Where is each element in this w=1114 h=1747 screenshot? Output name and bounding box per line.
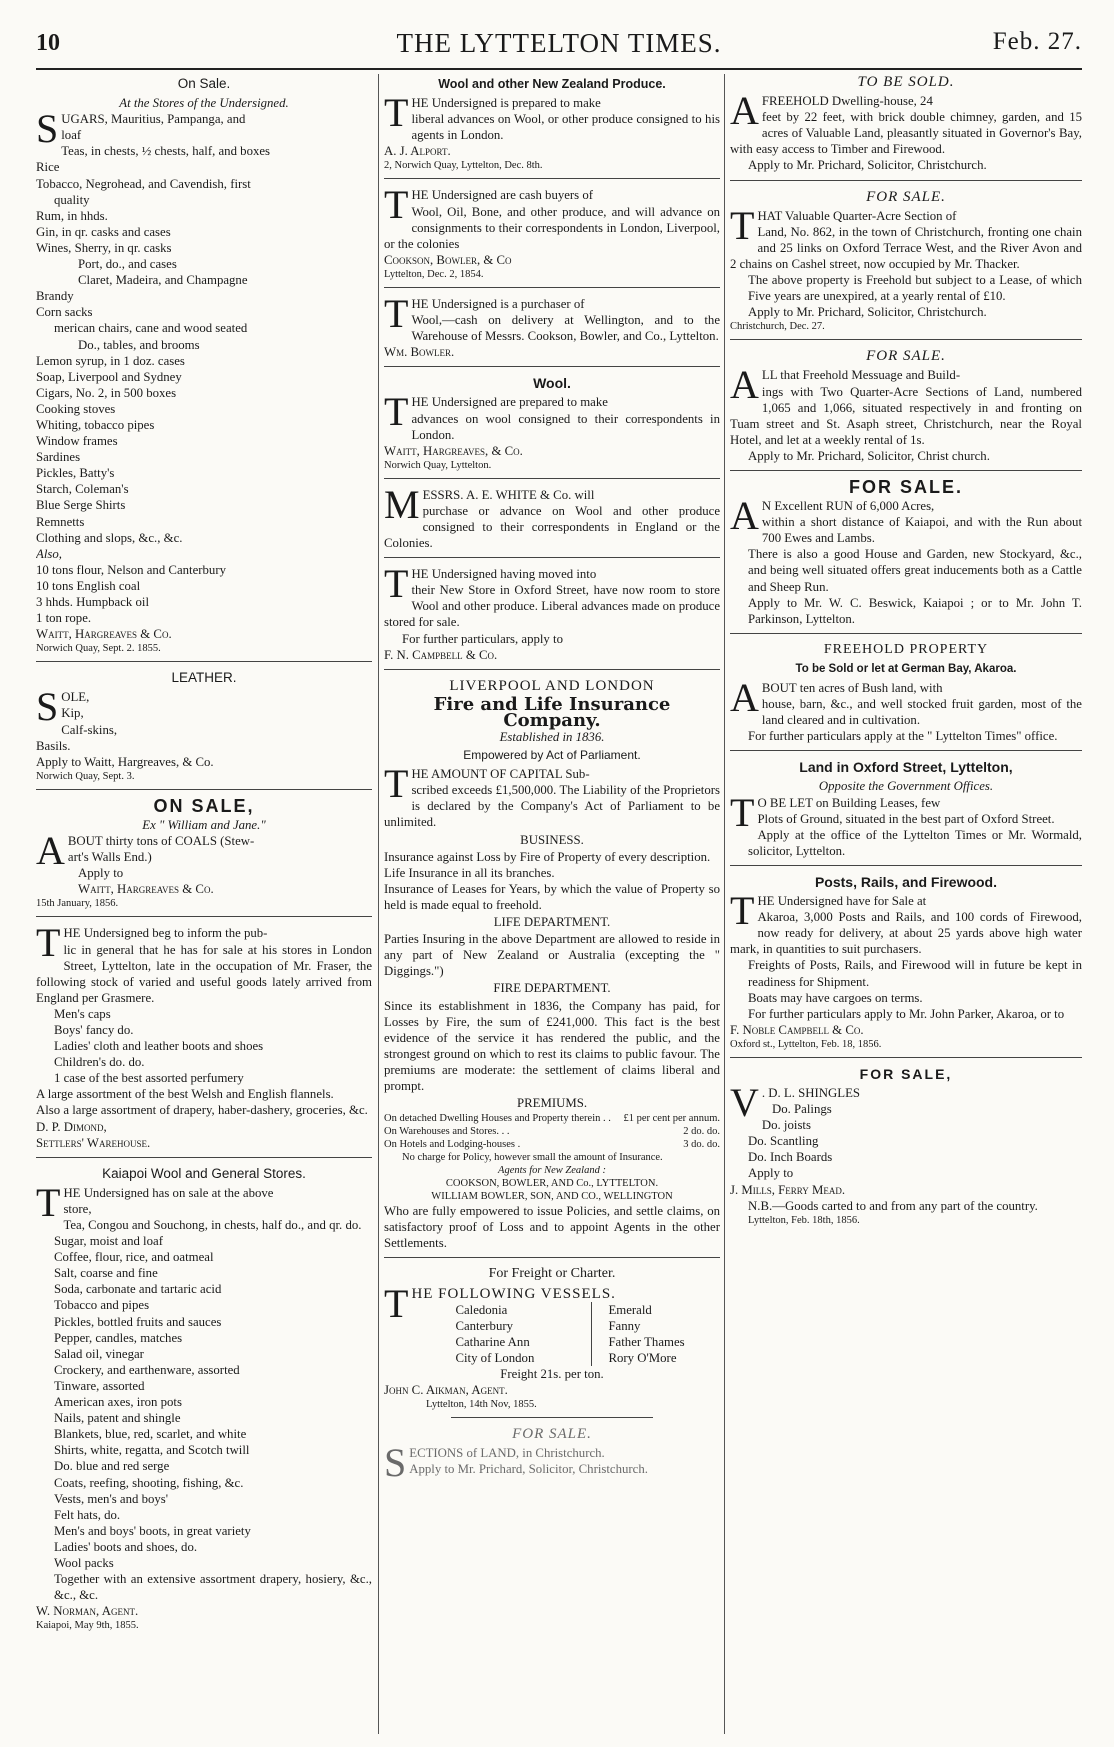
list-item: Tobacco, Negrohead, and Cavendish, first [36, 176, 251, 191]
ad-separator [730, 470, 1082, 471]
ad-body: their New Store in Oxford Street, have now room to store Wool and other produce. Liberal advances made on produce stored for sale. [384, 583, 720, 630]
ad-first-line: HE FOLLOWING VESSELS. [411, 1285, 616, 1302]
table-row [384, 1112, 720, 1125]
ad-separator [384, 1257, 720, 1258]
ad-heading: For Freight or Charter. [488, 1266, 616, 1282]
list-item: Pepper, candles, matches [54, 1330, 183, 1345]
ad-line: art's Walls End.) [67, 850, 152, 865]
ad-separator [730, 865, 1082, 866]
vessel-column [592, 1302, 684, 1366]
ad-place-date: Kaiapoi, May 9th, 1855. [36, 1620, 139, 1632]
ad-heading: TO BE SOLD. [857, 74, 955, 90]
masthead-rule [36, 68, 1082, 70]
list-item: Emerald [608, 1302, 652, 1317]
drop-cap: S [36, 106, 59, 152]
list-item: Tobacco and pipes [54, 1298, 150, 1313]
list-item: Fanny [608, 1318, 641, 1333]
ad-signature: D. P. Dimond, [36, 1119, 107, 1134]
ad-for-sale-sections [384, 1426, 720, 1486]
list-item: merican chairs, cane and wood seated [54, 321, 248, 336]
ad-body: Boats may have cargoes on terms. [748, 990, 923, 1005]
column-3 [730, 74, 1082, 1734]
list-item: City of London [455, 1350, 535, 1365]
list-item: Also, [36, 546, 62, 561]
list-item: Canterbury [455, 1318, 514, 1333]
ad-separator [451, 1417, 653, 1418]
ad-heading: FREEHOLD PROPERTY [823, 641, 989, 657]
ad-heading: FOR SALE. [866, 348, 946, 365]
list-item: Wool packs [54, 1555, 114, 1570]
list-item: Catharine Ann [455, 1334, 530, 1349]
agent-line: COOKSON, BOWLER, AND Co., LYTTELTON. [445, 1178, 659, 1190]
list-item: Men's caps [54, 1006, 111, 1021]
ad-leather [36, 670, 372, 783]
ad-first-line: HE Undersigned are prepared to make [411, 395, 608, 410]
ad-place-date: Lyttelton, 14th Nov, 1855. [426, 1399, 537, 1411]
premium-table [384, 1112, 720, 1151]
list-item: Also a large assortment of drapery, haber-dashery, groceries, &c. [36, 1103, 368, 1118]
ad-body: Akaroa, 3,000 Posts and Rails, and 100 cords of Firewood, now ready for delivery, at about 25 yards above high water mark, in quantities to suit purchasers. [730, 910, 1082, 957]
ad-heading: Land in Oxford Street, Lyttelton, [799, 759, 1013, 776]
ad-place-date: 15th January, 1856. [36, 898, 119, 910]
section-heading: Agents for New Zealand : [498, 1165, 606, 1177]
list-item: Claret, Madeira, and Champagne [78, 273, 248, 288]
drop-cap: A [730, 362, 759, 408]
column-divider [724, 74, 725, 1734]
ad-signature: F. Noble Campbell & Co. [730, 1022, 864, 1037]
list-item: Kip, [61, 706, 84, 721]
ad-apply: Apply to Mr. Prichard, Solicitor, Christchurch. [748, 158, 987, 173]
drop-cap: T [730, 202, 755, 248]
drop-cap: M [384, 481, 420, 527]
list-item: Blankets, blue, red, scarlet, and white [54, 1427, 247, 1442]
ad-line: For further particulars, apply to [402, 631, 563, 646]
ad-signature: J. Mills, Ferry Mead. [730, 1182, 846, 1197]
ad-signature: Wm. Bowler. [384, 345, 455, 360]
section-heading: BUSINESS. [520, 832, 584, 847]
ad-dimond [36, 920, 372, 1150]
drop-cap: A [730, 675, 759, 720]
list-item: Pickles, Batty's [36, 466, 115, 481]
drop-cap: T [384, 1280, 409, 1326]
drop-cap: A [730, 88, 759, 134]
drop-cap: T [730, 888, 755, 934]
ad-separator [730, 750, 1082, 751]
ad-signature: Waitt, Hargreaves & Co. [78, 882, 214, 897]
ad-place-date: Norwich Quay, Lyttelton. [384, 459, 492, 471]
ad-signature: W. Norman, Agent. [36, 1604, 139, 1619]
ad-bowler [384, 290, 720, 360]
ad-body: The above property is Freehold but subject to a Lease, of which Five years are unexpired, at a yearly rental of £10. [748, 273, 1082, 304]
table-row [384, 1125, 720, 1138]
list-item: A large assortment of the best Welsh and English flannels. [36, 1087, 334, 1102]
drop-cap: T [384, 182, 409, 228]
drop-cap: S [36, 684, 59, 730]
drop-cap: V [730, 1079, 759, 1125]
list-item: quality [54, 192, 90, 207]
ad-heading: Posts, Rails, and Firewood. [814, 873, 998, 890]
list-item: Window frames [36, 434, 118, 449]
premium-rate: 2 do. do. [683, 1126, 720, 1138]
ad-first-line: N Excellent RUN of 6,000 Acres, [761, 499, 935, 514]
drop-cap: T [384, 90, 409, 136]
list-item: Ladies' cloth and leather boots and shoes [54, 1039, 264, 1054]
ad-signature: F. N. Campbell & Co. [384, 647, 498, 662]
issue-date: Feb. 27. [992, 28, 1082, 55]
ad-body: Wool, Oil, Bone, and other produce, and will advance on consignments to their correspondents in London, Liverpool, or the colonies [384, 204, 720, 251]
ad-place-date: Lyttelton, Feb. 18th, 1856. [748, 1214, 860, 1226]
ad-item-list [36, 143, 372, 626]
list-item: Lemon syrup, in 1 doz. cases [36, 353, 185, 368]
drop-cap: T [36, 1179, 61, 1225]
ad-signature: Waitt, Hargreaves, & Co. [384, 443, 523, 458]
list-item: Men's and boys' boots, in great variety [54, 1523, 251, 1538]
ad-separator [36, 661, 372, 662]
list-item: Basils. [36, 738, 71, 753]
ad-apply: Apply to Mr. Prichard, Solicitor, Christ church. [748, 448, 990, 463]
ad-signature: Cookson, Bowler, & Co [384, 252, 512, 267]
ad-freehold-property [730, 642, 1082, 745]
ad-apply: Apply to Waitt, Hargreaves, & Co. [36, 754, 214, 769]
list-item: Insurance of Leases for Years, by which the value of Property so held is made equal to freehold. [384, 881, 720, 912]
ad-signature: John C. Aikman, Agent. [384, 1383, 508, 1398]
premium-label: On Hotels and Lodging-houses . [384, 1139, 521, 1151]
ad-place-date: 2, Norwich Quay, Lyttelton, Dec. 8th. [384, 160, 543, 172]
ad-body: house, barn, &c., and well stocked fruit garden, most of the land cleared and in cultivation. [761, 697, 1082, 728]
ad-heading: On Sale. [177, 76, 231, 91]
ad-separator [384, 557, 720, 558]
premium-label: On detached Dwelling Houses and Property therein . . [384, 1113, 611, 1125]
ad-body: Parties Insuring in the above Department are allowed to reside in any part of New Zealand or Australia (excepting the " Diggings.") [384, 932, 720, 979]
ad-subheading: At the Stores of the Undersigned. [119, 96, 289, 111]
list-item: Remnetts [36, 514, 85, 529]
ad-subheading: Established in 1836. [499, 730, 605, 744]
list-item: Shirts, white, regatta, and Scotch twill [54, 1443, 250, 1458]
ad-body: advances on wool consigned to their correspondents in London. [411, 411, 720, 442]
list-item: Gin, in qr. casks and cases [36, 224, 171, 239]
ad-place-date: Christchurch, Dec. 27. [730, 321, 825, 333]
ad-body: Freights of Posts, Rails, and Firewood will in future be kept in readiness for Shipment. [748, 958, 1082, 989]
ad-separator [36, 1157, 372, 1158]
drop-cap: A [36, 828, 65, 874]
ad-first-line: O BE LET on Building Leases, few [757, 795, 941, 810]
ad-first-line: HE AMOUNT OF CAPITAL Sub- [411, 767, 590, 782]
drop-cap: T [384, 290, 409, 336]
ad-run [730, 476, 1082, 627]
list-item: Cooking stoves [36, 401, 116, 416]
ad-first-line: HAT Valuable Quarter-Acre Section of [757, 208, 957, 223]
drop-cap: T [36, 920, 61, 966]
ad-separator [384, 178, 720, 179]
ad-apply: Apply to [78, 866, 124, 881]
ad-separator [730, 633, 1082, 634]
ad-body: within a short distance of Kaiapoi, and with the Run about 700 Ewes and Lambs. [761, 515, 1082, 546]
list-item: Father Thames [608, 1334, 685, 1349]
drop-cap: T [384, 761, 409, 807]
ad-separator [384, 287, 720, 288]
list-item: 10 tons English coal [36, 578, 141, 593]
ad-body: ings with Two Quarter-Acre Sections of Land, numbered 1,065 and 1,066, situated respectively in and fronting on Tuam street and St. Asaph street, Christchurch, near the Royal Hotel, and let at a weekly rental of 1s. [730, 384, 1082, 447]
ad-body: purchase or advance on Wool and other produce consigned to their correspondents in England or the Colonies. [384, 503, 720, 551]
list-item: Caledonia [455, 1302, 508, 1317]
list-item: Tinware, assorted [54, 1378, 145, 1393]
ad-place-date: Lyttelton, Dec. 2, 1854. [384, 268, 484, 280]
ad-apply: Apply at the office of the Lyttelton Times or Mr. Wormald, solicitor, Lyttelton. [748, 827, 1082, 858]
list-item: 3 hhds. Humpback oil [36, 595, 150, 609]
ad-first-line: OLE, [61, 690, 90, 705]
list-item: Sardines [36, 450, 81, 465]
ad-body: There is also a good House and Garden, new Stockyard, &c., and being well situated offers great inducements both as a Cattle and Sheep Run. [748, 547, 1082, 594]
list-item: Blue Serge Shirts [36, 498, 126, 513]
list-item: Crockery, and earthenware, assorted [54, 1362, 240, 1377]
ad-heading: FOR SALE. [848, 476, 963, 497]
newspaper-title: THE LYTTELTON TIMES. [396, 28, 722, 58]
ad-body: Land, No. 862, in the town of Christchurch, fronting one chain and 25 links on Oxford Terrace West, and the River Avon and 2 chains on Cashel street, now occupied by Mr. Thacker. [730, 224, 1082, 271]
list-item: Whiting, tobacco pipes [36, 417, 155, 432]
ad-first-line: ESSRS. A. E. WHITE & Co. will [422, 487, 595, 502]
ad-heading: FOR SALE. [866, 188, 946, 205]
ad-heading: FOR SALE, [859, 1065, 953, 1082]
list-item: Boys' fancy do. [54, 1022, 134, 1037]
list-item: Soap, Liverpool and Sydney [36, 369, 182, 384]
list-item: Life Insurance in all its branches. [384, 865, 555, 880]
ad-to-be-sold [730, 74, 1082, 174]
list-item: Nails, patent and shingle [54, 1411, 181, 1426]
ad-separator [36, 916, 372, 917]
ad-body: Tea, Congou and Souchong, in chests, half do., and qr. do. [63, 1218, 362, 1232]
ad-body: Plots of Ground, situated in the best part of Oxford Street. [757, 811, 1055, 826]
ad-subheading: Ex " William and Jane." [142, 817, 266, 832]
ad-apply: Apply to Mr. Prichard, Solicitor, Christchurch. [409, 1462, 648, 1477]
list-item: Rum, in hhds. [36, 208, 108, 223]
ad-oxford-street [730, 759, 1082, 859]
list-item: Coats, reefing, shooting, fishing, &c. [54, 1475, 244, 1490]
list-item: Salad oil, vinegar [54, 1346, 144, 1361]
drop-cap: A [730, 493, 759, 539]
ad-heading: LEATHER. [171, 670, 237, 686]
section-heading: FIRE DEPARTMENT. [493, 981, 611, 996]
drop-cap: S [384, 1440, 407, 1486]
ad-shingles [730, 1066, 1082, 1227]
ad-posts-rails [730, 874, 1082, 1051]
list-item: Do. joists [761, 1118, 811, 1133]
ad-line: loaf [61, 128, 82, 143]
list-item: Salt, coarse and fine [54, 1266, 158, 1281]
ad-heading: Wool. [533, 375, 571, 392]
section-heading: PREMIUMS. [516, 1096, 588, 1111]
ad-first-line: LL that Freehold Messuage and Build- [761, 368, 961, 383]
ad-heading: ON SALE, [153, 795, 255, 816]
list-item: Port, do., and cases [78, 257, 177, 272]
list-item: Rory O'More [608, 1350, 677, 1365]
ad-first-line: HE Undersigned has on sale at the above [63, 1185, 274, 1200]
ad-signature: A. J. Alport. [384, 144, 451, 159]
ad-first-line: HE Undersigned having moved into [411, 567, 597, 582]
ad-insurance [384, 678, 720, 1252]
list-item: Do., tables, and brooms [78, 337, 200, 352]
ad-first-line: HE Undersigned have for Sale at [757, 894, 927, 909]
ad-body: lic in general that he has for sale at his stores in London Street, Lyttelton, late in the occupation of Mr. Fraser, the following stock of varied and useful goods lately arrived from England per Grasmere. [36, 942, 372, 1005]
list-item: American axes, iron pots [54, 1395, 182, 1410]
vessel-list [411, 1302, 720, 1366]
ad-body: feet by 22 feet, with brick double chimney, garden, and 15 acres of Valuable Land, pleasantly situated in Governor's Bay, with easy access to Timber and Firewood. [730, 110, 1082, 157]
list-item: Sugar, moist and loaf [54, 1234, 163, 1249]
column-1 [36, 74, 372, 1734]
ad-first-line: HE Undersigned is a purchaser of [411, 296, 585, 311]
ad-body: scribed exceeds £1,500,000. The Liability of the Proprietors is declared by the Company's Act of Parliament to be unlimited. [384, 783, 720, 830]
list-item: Calf-skins, [61, 722, 118, 737]
list-item: Starch, Coleman's [36, 482, 129, 497]
ad-quarter-acre [730, 189, 1082, 334]
ad-separator [36, 789, 372, 790]
ad-kaiapoi-stores [36, 1166, 372, 1633]
ad-heading: LIVERPOOL AND LONDON [449, 677, 655, 694]
ad-subheading: Empowered by Act of Parliament. [463, 748, 641, 763]
ad-line: Freight 21s. per ton. [500, 1367, 604, 1381]
ad-apply: Apply to Mr. Prichard, Solicitor, Christchurch. [748, 305, 987, 320]
ad-body: Since its establishment in 1836, the Company has paid, for Losses by Fire, the sum of £241,000. This fact is the best evidence of the service it has rendered the public, and the strongest ground on which to rest its claims to public favour. The premiums are moderate: the settlement of claims liberal and prompt. [384, 998, 720, 1093]
list-item: Coffee, flour, rice, and oatmeal [54, 1250, 214, 1265]
ad-line: store, [63, 1201, 92, 1216]
ad-cookson [384, 182, 720, 280]
vessel-column [455, 1302, 592, 1366]
column-2 [384, 74, 720, 1734]
drop-cap: T [384, 561, 409, 607]
ad-place-date: Norwich Quay, Sept. 2. 1855. [36, 643, 161, 655]
ad-body: For further particulars apply to Mr. John Parker, Akaroa, or to [748, 1006, 1065, 1021]
drop-cap: T [730, 789, 755, 835]
list-item: Children's do. do. [54, 1055, 145, 1070]
ad-separator [384, 478, 720, 479]
ad-first-line: FREEHOLD Dwelling-house, 24 [761, 94, 933, 109]
ad-signature-line: Settlers' Warehouse. [36, 1135, 151, 1150]
list-item: Wines, Sherry, in qr. casks [36, 240, 172, 255]
ad-first-line: HE Undersigned are cash buyers of [411, 188, 594, 203]
section-heading: LIFE DEPARTMENT. [493, 915, 611, 930]
ad-apply: Apply to Mr. W. C. Beswick, Kaiapoi ; or to Mr. John T. Parkinson, Lyttelton. [748, 595, 1082, 626]
ad-body: Together with an extensive assortment drapery, hosiery, &c., &c., &c. [54, 1572, 372, 1603]
ad-heading: Wool and other New Zealand Produce. [438, 77, 666, 91]
ad-signature: Waitt, Hargreaves & Co. [36, 627, 172, 642]
list-item: Apply to [748, 1166, 794, 1181]
ad-body: Wool,—cash on delivery at Wellington, and to the Warehouse of Messrs. Cookson, Bowler, and Co., Lyttelton. [411, 313, 720, 344]
ad-subheading: To be Sold or let at German Bay, Akaroa. [795, 662, 1017, 675]
list-item: Ladies' boots and shoes, do. [54, 1539, 198, 1554]
ad-body: N.B.—Goods carted to and from any part of the country. [748, 1198, 1038, 1213]
ad-body: No charge for Policy, however small the amount of Insurance. [402, 1152, 663, 1164]
ad-separator [730, 339, 1082, 340]
ad-heading: FOR SALE. [512, 1426, 592, 1443]
ad-first-line: BOUT thirty tons of COALS (Stew- [67, 834, 255, 849]
list-item: Teas, in chests, ½ chests, half, and boxes [61, 144, 271, 159]
ad-first-line: . D. L. SHINGLES [761, 1085, 860, 1100]
list-item: Do. Inch Boards [748, 1150, 833, 1165]
ad-first-line: ECTIONS of LAND, in Christchurch. [409, 1446, 605, 1461]
list-item: Do. Scantling [748, 1134, 819, 1149]
ad-subheading: Opposite the Government Offices. [818, 779, 994, 794]
ad-body: Who are fully empowered to issue Policies, and settle claims, on satisfactory proof of Loss and to appoint Agents in the other Settlements. [384, 1204, 720, 1251]
ad-white [384, 481, 720, 551]
list-item: Corn sacks [36, 305, 93, 320]
list-item: Rice [36, 160, 60, 175]
ad-heading-blackletter: Fire and Life Insurance Company. [433, 693, 671, 731]
ad-body: For further particulars apply at the " Lyttelton Times" office. [748, 729, 1058, 744]
ad-first-line: HE Undersigned is prepared to make [411, 96, 601, 111]
ad-first-line: BOUT ten acres of Bush land, with [761, 681, 943, 695]
list-item: Felt hats, do. [54, 1507, 121, 1522]
list-item: 1 ton rope. [36, 611, 92, 626]
ad-first-line: UGARS, Mauritius, Pampanga, and [61, 112, 246, 127]
ad-body: liberal advances on Wool, or other produce consigned to his agents in London. [411, 112, 720, 143]
list-item: Clothing and slops, &c., &c. [36, 530, 183, 545]
ad-separator [730, 1057, 1082, 1058]
ad-freehold-messuage [730, 348, 1082, 464]
agent-line: WILLIAM BOWLER, SON, AND CO., WELLINGTON [431, 1191, 673, 1203]
ad-first-line: HE Undersigned beg to inform the pub- [63, 926, 268, 941]
list-item: Vests, men's and boys' [54, 1491, 169, 1506]
ad-place-date: Oxford st., Lyttelton, Feb. 18, 1856. [730, 1038, 882, 1050]
ad-charter [384, 1266, 720, 1411]
ad-on-sale [36, 76, 372, 655]
list-item: Soda, carbonate and tartaric acid [54, 1282, 222, 1297]
ad-campbell [384, 561, 720, 663]
column-divider [378, 74, 379, 1734]
list-item: Do. blue and red serge [54, 1459, 170, 1474]
list-item: Cigars, No. 2, in 500 boxes [36, 385, 177, 400]
premium-label: On Warehouses and Stores. . . [384, 1126, 510, 1138]
list-item: Insurance against Loss by Fire of Property of every description. [384, 849, 711, 864]
premium-rate: 3 do. do. [683, 1139, 720, 1151]
list-item: Pickles, bottled fruits and sauces [54, 1314, 222, 1329]
table-row [384, 1138, 720, 1151]
ad-alport [384, 76, 720, 172]
page-number: 10 [36, 30, 60, 56]
ad-separator [384, 669, 720, 670]
ad-heading: Kaiapoi Wool and General Stores. [102, 1165, 306, 1181]
list-item: Brandy [36, 289, 74, 304]
premium-rate: £1 per cent per annum. [623, 1113, 720, 1125]
ad-separator [730, 180, 1082, 181]
masthead [36, 22, 1082, 62]
list-item: 1 case of the best assorted perfumery [54, 1071, 244, 1086]
list-item: Do. Palings [772, 1102, 832, 1117]
ad-place-date: Norwich Quay, Sept. 3. [36, 770, 135, 782]
ad-coals [36, 795, 372, 911]
list-item: 10 tons flour, Nelson and Canterbury [36, 562, 226, 577]
ad-separator [384, 366, 720, 367]
ad-wool [384, 375, 720, 471]
drop-cap: T [384, 389, 409, 435]
